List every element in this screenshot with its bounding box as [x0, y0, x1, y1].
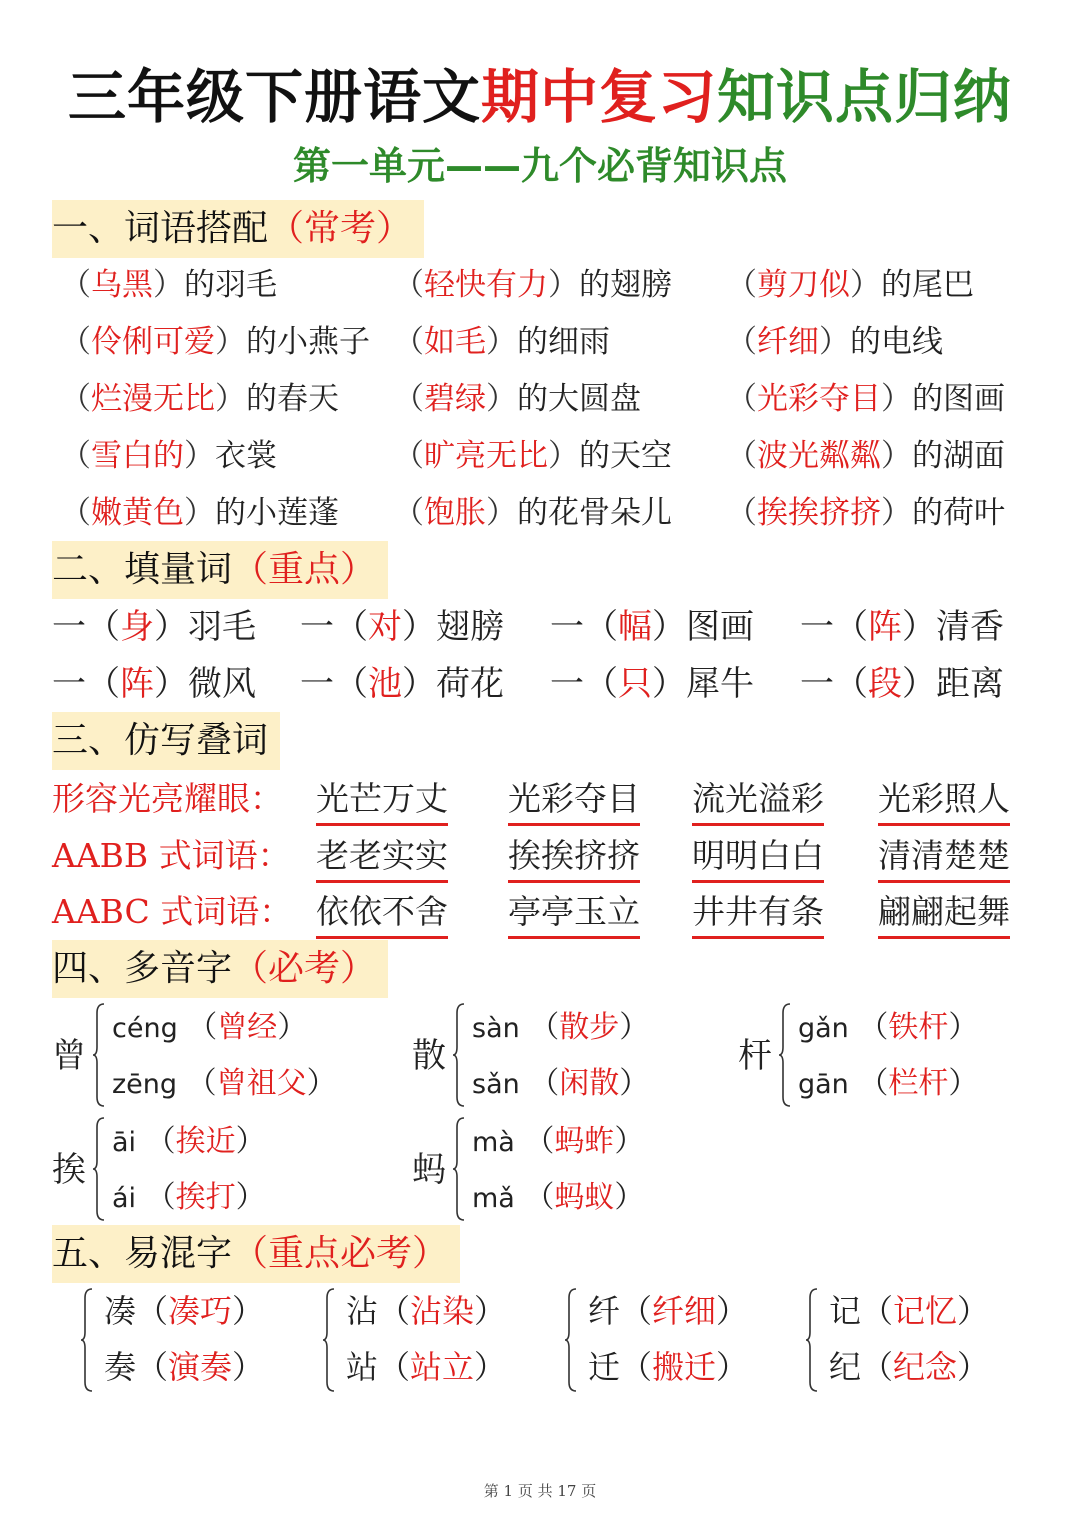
measure-word-item	[300, 604, 504, 650]
measure-one: 一（	[550, 607, 618, 647]
confusable-word: 站立	[410, 1348, 475, 1386]
confusable-item	[829, 1344, 989, 1390]
paren-close: ）	[850, 267, 881, 303]
paren-open: （	[393, 267, 424, 303]
confusable-item	[104, 1344, 264, 1390]
paren-open: （	[848, 1066, 889, 1101]
collocation-item	[726, 433, 1005, 479]
paren-close: ）	[619, 1010, 650, 1045]
paren-close: ）	[154, 664, 188, 704]
brace-icon	[322, 1288, 336, 1392]
brace-icon	[452, 1003, 466, 1107]
collocation-answer: 雪白的	[91, 438, 184, 474]
measure-answer: 池	[368, 664, 402, 704]
collocation-answer: 烂漫无比	[91, 381, 215, 417]
reduplication-word: 挨挨挤挤	[508, 833, 640, 883]
paren-close: ）	[153, 267, 184, 303]
paren-open: （	[60, 438, 91, 474]
confusable-item	[346, 1288, 506, 1334]
paren-close: ）	[184, 438, 215, 474]
pinyin: céng	[112, 1013, 178, 1044]
paren-close: ）	[819, 324, 850, 360]
page-footer: 第 1 页 共 17 页	[483, 1482, 597, 1500]
polyphone-reading	[112, 1175, 266, 1222]
paren-close: ）	[881, 495, 912, 531]
reduplication-word: 亭亭玉立	[508, 889, 640, 939]
polyphone-char: 蚂	[412, 1150, 446, 1190]
measure-answer: 阵	[868, 607, 902, 647]
paren-open: （	[60, 381, 91, 417]
paren-close: ）	[486, 495, 517, 531]
reduplication-word: 依依不舍	[316, 889, 448, 939]
section-heading-confusables	[52, 1225, 460, 1283]
measure-noun: 荷花	[436, 664, 504, 704]
polyphone-reading	[472, 1005, 649, 1052]
measure-noun: 翅膀	[436, 607, 504, 647]
polyphone-char: 散	[412, 1036, 446, 1076]
brace-icon	[452, 1117, 466, 1221]
paren-close: ）	[948, 1066, 979, 1101]
collocation-noun: 的尾巴	[881, 267, 974, 303]
measure-word-item	[800, 604, 1004, 650]
collocation-answer: 伶俐可爱	[91, 324, 215, 360]
measure-noun: 羽毛	[188, 607, 256, 647]
reduplication-word: 流光溢彩	[692, 776, 824, 826]
paren-close: ）	[948, 1010, 979, 1045]
paren-close: ）	[902, 664, 936, 704]
section-tag: （必考）	[232, 948, 377, 989]
paren-close: ）	[548, 267, 579, 303]
section-title: 五、易混字	[52, 1233, 233, 1274]
collocation-item	[393, 433, 672, 479]
pinyin: ái	[112, 1183, 137, 1214]
measure-noun: 距离	[936, 664, 1004, 704]
collocation-answer: 波光粼粼	[757, 438, 881, 474]
paren-open: （	[60, 495, 91, 531]
collocation-answer: 乌黑	[91, 267, 153, 303]
paren-close: ）	[235, 1180, 266, 1215]
paren-open: （	[861, 1348, 894, 1386]
collocation-answer: 碧绿	[424, 381, 486, 417]
paren-close: ）	[881, 438, 912, 474]
paren-open: （	[393, 495, 424, 531]
collocation-answer: 光彩夺目	[757, 381, 881, 417]
confusable-word: 演奏	[168, 1348, 233, 1386]
measure-one: 一（	[52, 607, 120, 647]
measure-one: 一（	[550, 664, 618, 704]
brace-icon	[92, 1117, 106, 1221]
section-heading-collocation	[52, 200, 424, 258]
paren-open: （	[519, 1010, 560, 1045]
polyphone-word: 栏杆	[888, 1066, 949, 1101]
confusable-char: 记	[829, 1292, 862, 1330]
paren-close: ）	[619, 1066, 650, 1101]
collocation-answer: 挨挨挤挤	[757, 495, 881, 531]
paren-open: （	[514, 1124, 555, 1159]
polyphone-word: 挨近	[175, 1124, 236, 1159]
paren-open: （	[378, 1292, 411, 1330]
reduplication-word: 光芒万丈	[316, 776, 448, 826]
brace-icon	[80, 1288, 94, 1392]
measure-word-item	[52, 604, 256, 650]
paren-open: （	[514, 1180, 555, 1215]
measure-word-item	[52, 661, 256, 707]
pinyin: mà	[472, 1127, 515, 1158]
polyphone-char: 挨	[52, 1150, 86, 1190]
collocation-item	[726, 262, 974, 308]
collocation-noun: 的大圆盘	[517, 381, 641, 417]
pinyin: sǎn	[472, 1069, 520, 1100]
reduplication-word: 井井有条	[692, 889, 824, 939]
paren-close: ）	[486, 324, 517, 360]
confusable-word: 记忆	[893, 1292, 958, 1330]
confusable-char: 沾	[346, 1292, 379, 1330]
reduplication-label: AABB 式词语：	[52, 836, 291, 875]
subtitle: 第一单元——九个必背知识点	[292, 144, 787, 188]
paren-close: ）	[277, 1010, 308, 1045]
polyphone-word: 铁杆	[888, 1010, 949, 1045]
confusable-item	[588, 1344, 748, 1390]
polyphone-reading	[472, 1061, 649, 1108]
paren-close: ）	[306, 1066, 337, 1101]
confusable-char: 站	[346, 1348, 379, 1386]
measure-noun: 犀牛	[686, 664, 754, 704]
reduplication-label: AABC 式词语：	[52, 892, 293, 931]
confusable-word: 搬迁	[652, 1348, 717, 1386]
paren-open: （	[848, 1010, 889, 1045]
paren-open: （	[378, 1348, 411, 1386]
collocation-noun: 的电线	[850, 324, 943, 360]
paren-close: ）	[215, 324, 246, 360]
collocation-noun: 的天空	[579, 438, 672, 474]
collocation-item	[60, 376, 339, 422]
paren-open: （	[393, 381, 424, 417]
polyphone-word: 曾经	[217, 1010, 278, 1045]
paren-open: （	[136, 1348, 169, 1386]
paren-open: （	[726, 381, 757, 417]
paren-close: ）	[486, 381, 517, 417]
confusable-item	[346, 1344, 506, 1390]
pinyin: gān	[798, 1069, 849, 1100]
measure-noun: 图画	[686, 607, 754, 647]
collocation-item	[60, 433, 277, 479]
paren-open: （	[177, 1010, 218, 1045]
measure-one: 一（	[800, 607, 868, 647]
paren-close: ）	[474, 1292, 507, 1330]
polyphone-char: 曾	[52, 1036, 86, 1076]
paren-open: （	[861, 1292, 894, 1330]
title-part-1: 三年级下册语文	[67, 63, 481, 131]
polyphone-reading	[112, 1119, 266, 1166]
collocation-answer: 嫩黄色	[91, 495, 184, 531]
reduplication-word: 光彩照人	[878, 776, 1010, 826]
paren-close: ）	[957, 1348, 990, 1386]
confusable-item	[829, 1288, 989, 1334]
measure-answer: 段	[868, 664, 902, 704]
measure-noun: 清香	[936, 607, 1004, 647]
collocation-noun: 的春天	[246, 381, 339, 417]
paren-open: （	[726, 495, 757, 531]
collocation-item	[393, 262, 672, 308]
paren-open: （	[393, 324, 424, 360]
confusable-word: 凑巧	[168, 1292, 233, 1330]
collocation-noun: 的荷叶	[912, 495, 1005, 531]
polyphone-reading	[472, 1175, 644, 1222]
measure-answer: 阵	[120, 664, 154, 704]
confusable-item	[588, 1288, 748, 1334]
section-title: 二、填量词	[52, 549, 233, 590]
confusable-char: 迁	[588, 1348, 621, 1386]
brace-icon	[564, 1288, 578, 1392]
measure-noun: 微风	[188, 664, 256, 704]
measure-answer: 只	[618, 664, 652, 704]
paren-close: ）	[716, 1348, 749, 1386]
page-title	[0, 58, 1080, 136]
section-heading-measure-words	[52, 541, 388, 599]
collocation-noun: 的细雨	[517, 324, 610, 360]
reduplication-word: 明明白白	[692, 833, 824, 883]
paren-open: （	[393, 438, 424, 474]
polyphone-word: 挨打	[175, 1180, 236, 1215]
reduplication-word: 光彩夺目	[508, 776, 640, 826]
reduplication-word: 翩翩起舞	[878, 889, 1010, 939]
measure-one: 一（	[300, 664, 368, 704]
section-heading-polyphones	[52, 940, 388, 998]
collocation-noun: 的羽毛	[184, 267, 277, 303]
paren-close: ）	[154, 607, 188, 647]
paren-close: ）	[232, 1348, 265, 1386]
title-part-2: 期中复习	[480, 63, 717, 131]
brace-icon	[778, 1003, 792, 1107]
paren-close: ）	[614, 1180, 645, 1215]
measure-word-item	[300, 661, 504, 707]
paren-open: （	[60, 267, 91, 303]
confusable-item	[104, 1288, 264, 1334]
section-title: 一、词语搭配	[52, 208, 269, 249]
measure-answer: 幅	[618, 607, 652, 647]
confusable-char: 纤	[588, 1292, 621, 1330]
collocation-item	[60, 262, 277, 308]
collocation-item	[726, 376, 1005, 422]
paren-close: ）	[235, 1124, 266, 1159]
confusable-word: 纪念	[893, 1348, 958, 1386]
collocation-item	[726, 490, 1005, 536]
pinyin: mǎ	[472, 1183, 515, 1214]
paren-close: ）	[215, 381, 246, 417]
section-title: 四、多音字	[52, 948, 233, 989]
polyphone-reading	[798, 1061, 978, 1108]
polyphone-word: 蚂蚱	[554, 1124, 615, 1159]
collocation-item	[393, 319, 610, 365]
polyphone-word: 散步	[559, 1010, 620, 1045]
paren-open: （	[60, 324, 91, 360]
collocation-noun: 衣裳	[215, 438, 277, 474]
confusable-char: 纪	[829, 1348, 862, 1386]
confusable-char: 奏	[104, 1348, 137, 1386]
paren-open: （	[620, 1348, 653, 1386]
paren-open: （	[519, 1066, 560, 1101]
collocation-answer: 纤细	[757, 324, 819, 360]
collocation-answer: 轻快有力	[424, 267, 548, 303]
polyphone-char: 杆	[738, 1036, 772, 1076]
paren-close: ）	[614, 1124, 645, 1159]
reduplication-word: 老老实实	[316, 833, 448, 883]
collocation-answer: 如毛	[424, 324, 486, 360]
reduplication-label: 形容光亮耀眼：	[52, 779, 283, 818]
measure-word-item	[550, 604, 754, 650]
pinyin: sàn	[472, 1013, 520, 1044]
paren-close: ）	[652, 664, 686, 704]
collocation-noun: 的小莲蓬	[215, 495, 339, 531]
confusable-char: 凑	[104, 1292, 137, 1330]
paren-open: （	[726, 438, 757, 474]
paren-close: ）	[548, 438, 579, 474]
polyphone-reading	[112, 1005, 307, 1052]
section-tag: （重点）	[232, 549, 377, 590]
paren-open: （	[136, 1180, 176, 1215]
paren-close: ）	[232, 1292, 265, 1330]
pinyin: gǎn	[798, 1013, 849, 1044]
paren-close: ）	[881, 381, 912, 417]
paren-close: ）	[402, 607, 436, 647]
polyphone-reading	[472, 1119, 644, 1166]
section-tag: （重点必考）	[232, 1233, 449, 1274]
paren-open: （	[136, 1292, 169, 1330]
measure-word-item	[800, 661, 1004, 707]
collocation-answer: 饱胀	[424, 495, 486, 531]
paren-close: ）	[716, 1292, 749, 1330]
pinyin: āi	[112, 1127, 137, 1158]
section-title: 三、仿写叠词	[52, 720, 269, 761]
paren-open: （	[136, 1124, 176, 1159]
brace-icon	[805, 1288, 819, 1392]
collocation-item	[60, 319, 370, 365]
measure-one: 一（	[300, 607, 368, 647]
paren-close: ）	[652, 607, 686, 647]
paren-open: （	[620, 1292, 653, 1330]
collocation-answer: 剪刀似	[757, 267, 850, 303]
measure-one: 一（	[52, 664, 120, 704]
confusable-word: 沾染	[410, 1292, 475, 1330]
polyphone-word: 闲散	[559, 1066, 620, 1101]
collocation-item	[393, 376, 641, 422]
measure-answer: 对	[368, 607, 402, 647]
paren-open: （	[177, 1066, 217, 1101]
confusable-word: 纤细	[652, 1292, 717, 1330]
measure-one: 一（	[800, 664, 868, 704]
collocation-noun: 的小燕子	[246, 324, 370, 360]
polyphone-word: 曾祖父	[216, 1066, 307, 1101]
polyphone-reading	[112, 1061, 337, 1108]
section-heading-reduplication	[52, 712, 280, 770]
pinyin: zēng	[112, 1069, 178, 1100]
paren-close: ）	[184, 495, 215, 531]
polyphone-word: 蚂蚁	[554, 1180, 615, 1215]
section-tag: （常考）	[268, 208, 413, 249]
paren-open: （	[726, 324, 757, 360]
collocation-item	[60, 490, 339, 536]
collocation-noun: 的图画	[912, 381, 1005, 417]
reduplication-word: 清清楚楚	[878, 833, 1010, 883]
polyphone-reading	[798, 1005, 978, 1052]
paren-close: ）	[474, 1348, 507, 1386]
measure-word-item	[550, 661, 754, 707]
paren-close: ）	[902, 607, 936, 647]
collocation-noun: 的翅膀	[579, 267, 672, 303]
collocation-noun: 的湖面	[912, 438, 1005, 474]
measure-answer: 身	[120, 607, 154, 647]
brace-icon	[92, 1003, 106, 1107]
collocation-item	[726, 319, 943, 365]
collocation-answer: 旷亮无比	[424, 438, 548, 474]
collocation-item	[393, 490, 672, 536]
collocation-noun: 的花骨朵儿	[517, 495, 672, 531]
paren-close: ）	[957, 1292, 990, 1330]
title-part-3: 知识点归纳	[717, 63, 1013, 131]
paren-close: ）	[402, 664, 436, 704]
paren-open: （	[726, 267, 757, 303]
